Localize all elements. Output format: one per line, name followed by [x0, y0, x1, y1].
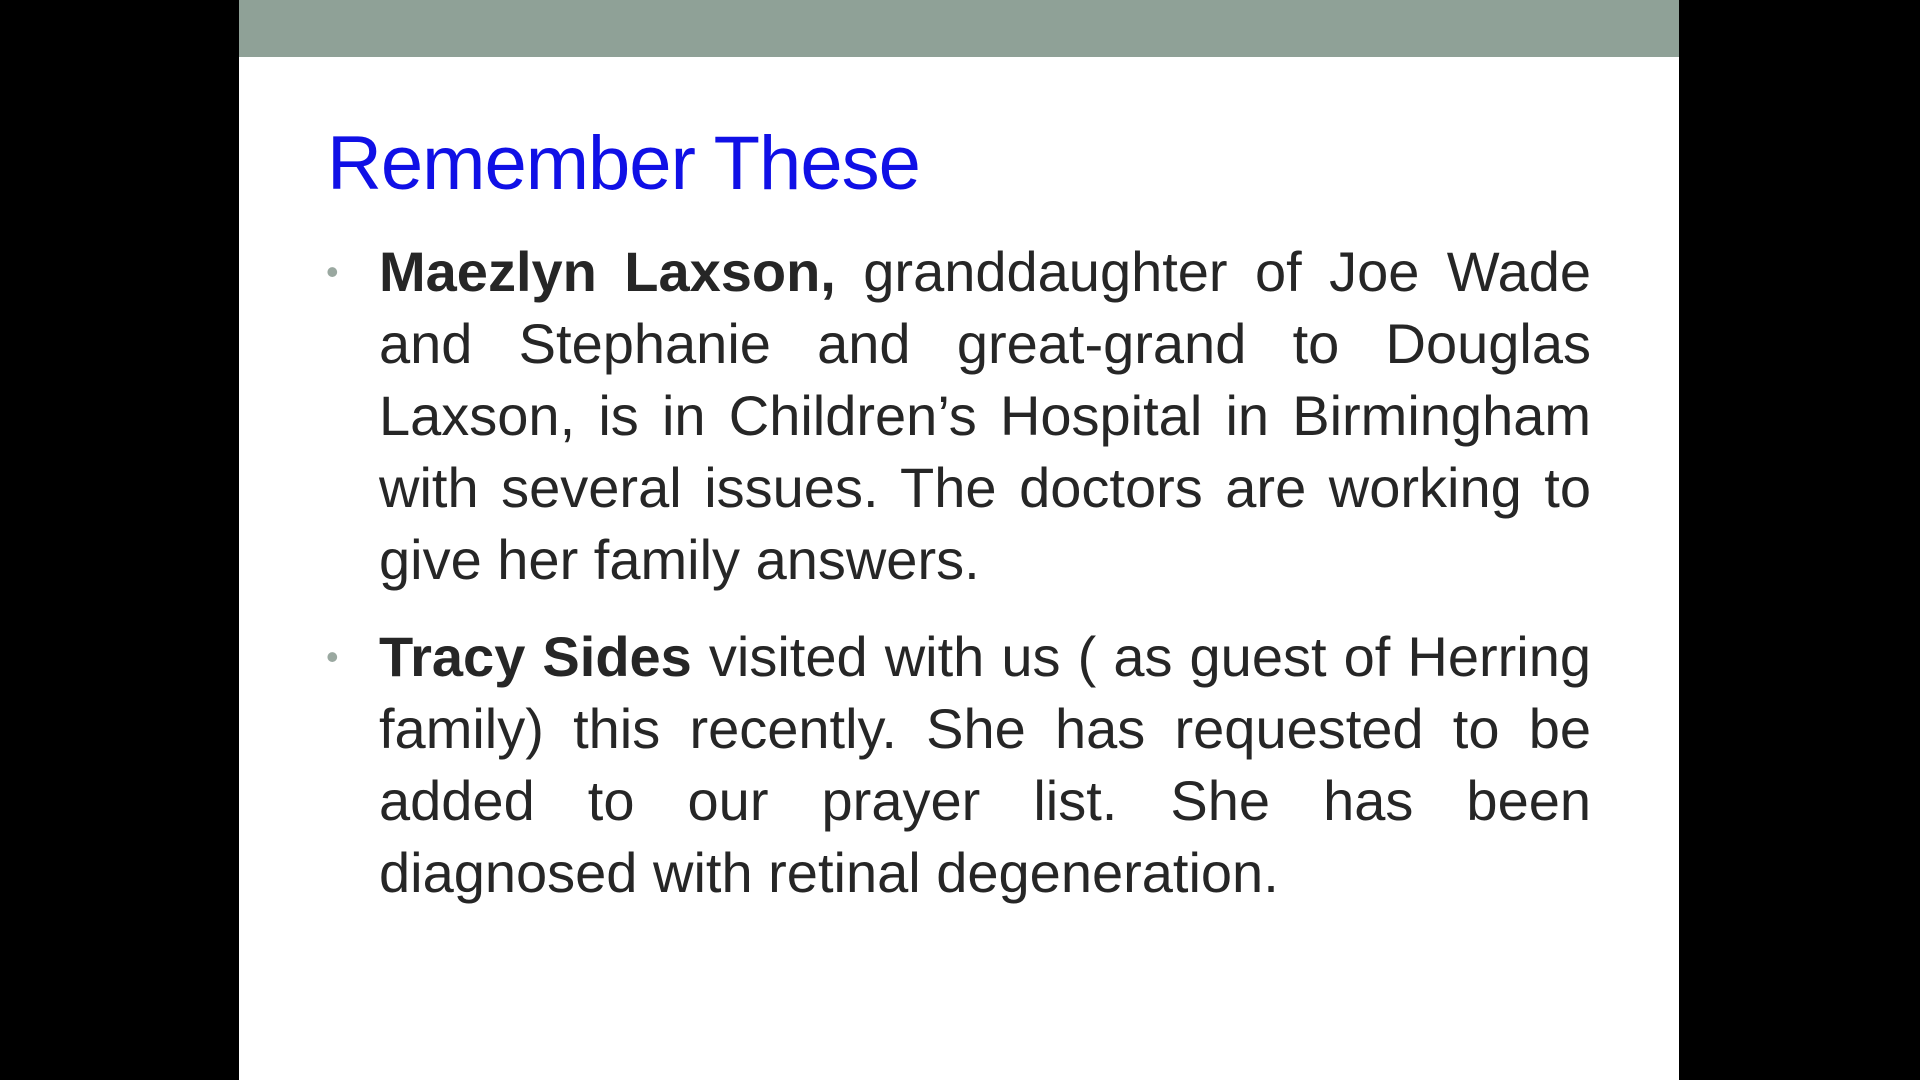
- bullet-item: [326, 236, 1592, 596]
- bullet-name: Maezlyn Laxson,: [379, 240, 864, 303]
- slide-title: Remember These: [327, 121, 920, 206]
- bullet-text: granddaughter of Joe Wade and Stephanie and great-grand to Douglas Laxson, is in Children’s Hospital in Birmingham with several issues. The doctors are working to give her family answers.: [379, 240, 1592, 591]
- presentation-slide: [239, 0, 1679, 1080]
- bullet-marker-icon: •: [326, 636, 339, 677]
- bullet-list: [326, 236, 1592, 934]
- bullet-text: visited with us ( as guest of Herring family) this recently. She has requested to be added to our prayer list. She has been diagnosed with retinal degeneration.: [379, 625, 1591, 904]
- bullet-item: [326, 621, 1591, 909]
- bullet-name: Tracy Sides: [379, 625, 709, 688]
- bullet-marker-icon: •: [326, 251, 339, 292]
- slide-header-band: [239, 0, 1679, 57]
